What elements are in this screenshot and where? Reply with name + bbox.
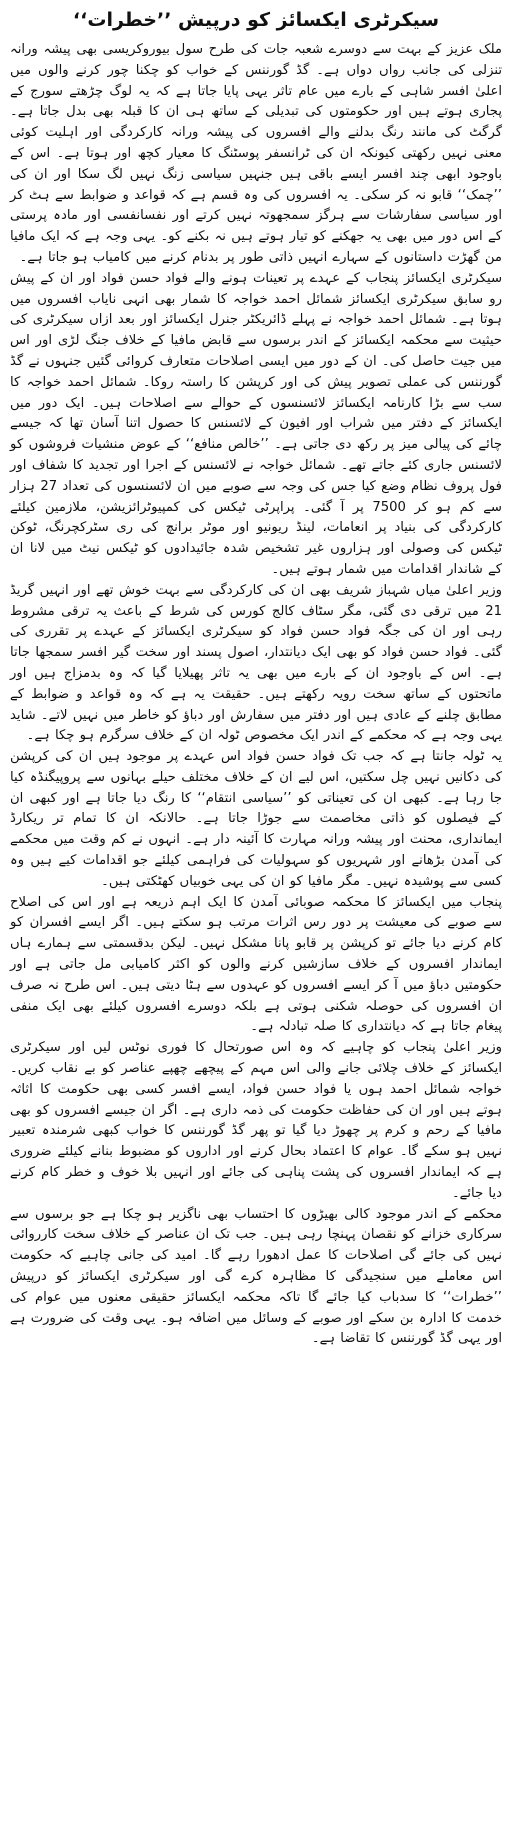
article-paragraph: وزیر اعلیٰ پنجاب کو چاہیے کہ وہ اس صورتحال کا فوری نوٹس لیں اور سیکرٹری ایکسائز کے خلاف چلائی جانے والی اس مہم کے پیچھے چھپے عناصر کو بے نقاب کریں۔ خواجہ شمائل احمد ہوں یا فواد حسن فواد، ایسے افسر کسی بھی حکومت کا اثاثہ ہوتے ہیں اور ان کی حفاظت حکومت کی ذمہ داری ہے۔ اگر ان جیسے افسروں کو بھی مافیا کے رحم و کرم پر چھوڑ دیا گیا تو پھر گڈ گورننس کا خواب کبھی شرمندہ تعبیر نہیں ہو سکے گا۔ عوام کا اعتماد بحال کرنے اور اداروں کو مضبوط بنانے کیلئے ضروری ہے کہ ایماندار افسروں کی پشت پناہی کی جائے اور انہیں بلا خوف و خطر کام کرنے دیا جائے۔ [10,1040,502,1201]
article-paragraph: وزیر اعلیٰ میاں شہباز شریف بھی ان کی کارکردگی سے بہت خوش تھے اور انہیں گریڈ 21 میں ترقی دی گئی، مگر سٹاف کالج کورس کی شرط کے باعث یہ ترقی مشروط رہی اور ان کی جگہ فواد حسن فواد کو سیکرٹری ایکسائز کے عہدے پر تقرری کی گئی۔ فواد حسن فواد کو بھی ایک دیانتدار، اصول پسند اور سخت گیر افسر سمجھا جاتا ہے۔ اس کے باوجود ان کے بارے میں بھی یہ تاثر پھیلایا گیا کہ وہ بدمزاج ہیں اور ماتحتوں کے ساتھ سخت رویہ رکھتے ہیں۔ حقیقت یہ ہے کہ وہ قواعد و ضوابط کے مطابق چلنے کے عادی ہیں اور دفتر میں سفارش اور دباؤ کو خاطر میں نہیں لاتے۔ شاید یہی وجہ ہے کہ محکمے کے اندر ایک مخصوص ٹولہ ان کے خلاف سرگرم ہو چکا ہے۔ [10,582,502,744]
article-body [10,40,502,1350]
article-paragraph: سیکرٹری ایکسائز پنجاب کے عہدے پر تعینات ہونے والے فواد حسن فواد اور ان کے پیش رو سابق سیکرٹری ایکسائز شمائل احمد خواجہ کا شمار بھی انہی نایاب افسروں میں ہوتا ہے۔ شمائل احمد خواجہ نے پہلے ڈائریکٹر جنرل ایکسائز اور بعد ازاں سیکرٹری کی حیثیت سے محکمہ ایکسائز کے اندر برسوں سے قابض مافیا کے خلاف جنگ لڑی اور اس میں جیت حاصل کی۔ ان کے دور میں ایسی اصلاحات متعارف کروائی گئیں جنہوں نے گڈ گورننس کی عملی تصویر پیش کی اور کرپشن کا راستہ روکا۔ شمائل احمد خواجہ کا سب سے بڑا کارنامہ ایکسائز لائسنسوں کے حوالے سے اصلاحات ہیں۔ ایک دور میں ایکسائز کے دفتر میں شراب اور افیون کے لائسنس کا حصول اتنا آسان تھا کہ جیسے چائے کی پیالی میز پر رکھ دی جاتی ہے۔ ’’خالص منافع‘‘ کے عوض منشیات فروشوں کو لائسنس جاری کئے جاتے تھے۔ شمائل خواجہ نے لائسنس کے اجرا اور تجدید کا شفاف اور فول پروف نظام وضع کیا جس کی وجہ سے صوبے میں ان لائسنسوں کی تعداد 27 ہزار سے کم ہو کر 7500 پر آ گئی۔ پراپرٹی ٹیکس کی کمپیوٹرائزیشن، ملازمین کیلئے کارکردگی کی بنیاد پر انعامات، لینڈ ریونیو اور موٹر برانچ کی ری سٹرکچرنگ، ٹوکن ٹیکس کی وصولی اور ہزاروں غیر تشخیص شدہ جائیدادوں کو ٹیکس نیٹ میں لانا ان کے شاندار اقدامات میں شمار ہوتے ہیں۔ [10,270,502,577]
article-paragraph: ملک عزیز کے بہت سے دوسرے شعبہ جات کی طرح سول بیوروکریسی بھی پیشہ ورانہ تنزلی کی جانب رواں دواں ہے۔ گڈ گورننس کے خواب کو چکنا چور کرنے والوں میں اعلیٰ افسر شاہی کے بارے میں عام تاثر یہی پایا جاتا ہے کہ یہ لوگ چڑھتے سورج کے پجاری ہوتے ہیں اور حکومتوں کی تبدیلی کے ساتھ ہی ان کا قبلہ بھی بدل جاتا ہے۔ گرگٹ کی مانند رنگ بدلنے والے افسروں کی پیشہ ورانہ کارکردگی اور اہلیت کوئی معنی نہیں رکھتی کیونکہ ان کی ٹرانسفر پوسٹنگ کا معیار کچھ اور ہوتا ہے۔ اس کے باوجود ابھی چند افسر ایسے باقی ہیں جنہیں سیاسی زنگ نہیں لگ سکا اور ان کی ’’چمک‘‘ قابو نہ کر سکی۔ یہ افسروں کی وہ قسم ہے کہ قواعد و ضوابط سے ہٹ کر اور سیاسی سفارشات سے ہرگز سمجھوتہ نہیں کرتے اور نفسانفسی اور مادہ پرستی کے اس دور میں بھی یہ جھکنے کو تیار ہوتے ہیں نہ بکنے کو۔ یہی وجہ ہے کہ ایک مافیا من گھڑت داستانوں کے سہارے انہیں ذاتی طور پر بدنام کرنے میں کامیاب ہو جاتا ہے۔ [10,42,502,265]
article-paragraph: محکمے کے اندر موجود کالی بھیڑوں کا احتساب بھی ناگزیر ہو چکا ہے جو برسوں سے سرکاری خزانے کو نقصان پہنچا رہی ہیں۔ جب تک ان عناصر کے خلاف سخت کارروائی نہیں کی جائے گی اصلاحات کا عمل ادھورا رہے گا۔ امید کی جانی چاہیے کہ حکومت اس معاملے میں سنجیدگی کا مظاہرہ کرے گی اور سیکرٹری ایکسائز کو درپیش ’’خطرات‘‘ کا سدباب کیا جائے گا تاکہ محکمہ ایکسائز حقیقی معنوں میں عوام کی خدمت کا ادارہ بن سکے اور صوبے کے وسائل میں اضافہ ہو۔ یہی وقت کی ضرورت ہے اور یہی گڈ گورننس کا تقاضا ہے۔ [10,1206,502,1347]
article-paragraph: پنجاب میں ایکسائز کا محکمہ صوبائی آمدن کا ایک اہم ذریعہ ہے اور اس کی اصلاح سے صوبے کی معیشت پر دور رس اثرات مرتب ہو سکتے ہیں۔ اگر ایسے افسران کو کام کرنے دیا جائے تو کرپشن پر قابو پانا مشکل نہیں۔ لیکن بدقسمتی سے ہمارے ہاں ایماندار افسروں کے خلاف سازشیں کرنے والوں کو اکثر کامیابی مل جاتی ہے اور حکومتیں دباؤ میں آ کر ایسے افسروں کو عہدوں سے ہٹا دیتی ہیں۔ اس طرح نہ صرف ان افسروں کی حوصلہ شکنی ہوتی ہے بلکہ دوسرے افسروں کیلئے بھی ایک منفی پیغام جاتا ہے کہ دیانتداری کا صلہ تبادلہ ہے۔ [10,894,502,1035]
article-paragraph: یہ ٹولہ جانتا ہے کہ جب تک فواد حسن فواد اس عہدے پر موجود ہیں ان کی کرپشن کی دکانیں نہیں چل سکتیں، اس لیے ان کے خلاف مختلف حیلے بہانوں سے پروپیگنڈہ کیا جا رہا ہے۔ کبھی ان کی تعیناتی کو ’’سیاسی انتقام‘‘ کا رنگ دیا جاتا ہے اور کبھی ان کے فیصلوں کو ذاتی مخاصمت سے جوڑا جاتا ہے۔ حالانکہ ان کا تمام تر ریکارڈ ایمانداری، محنت اور پیشہ ورانہ مہارت کا آئینہ دار ہے۔ انہوں نے کم وقت میں محکمے کی آمدن بڑھانے اور شہریوں کو سہولیات کی فراہمی کیلئے جو اقدامات کیے ہیں وہ کسی سے پوشیدہ نہیں۔ مگر مافیا کو ان کی یہی خوبیاں کھٹکتی ہیں۔ [10,749,502,889]
article-headline: سیکرٹری ایکسائز کو درپیش ’’خطرات‘‘ [72,9,440,31]
